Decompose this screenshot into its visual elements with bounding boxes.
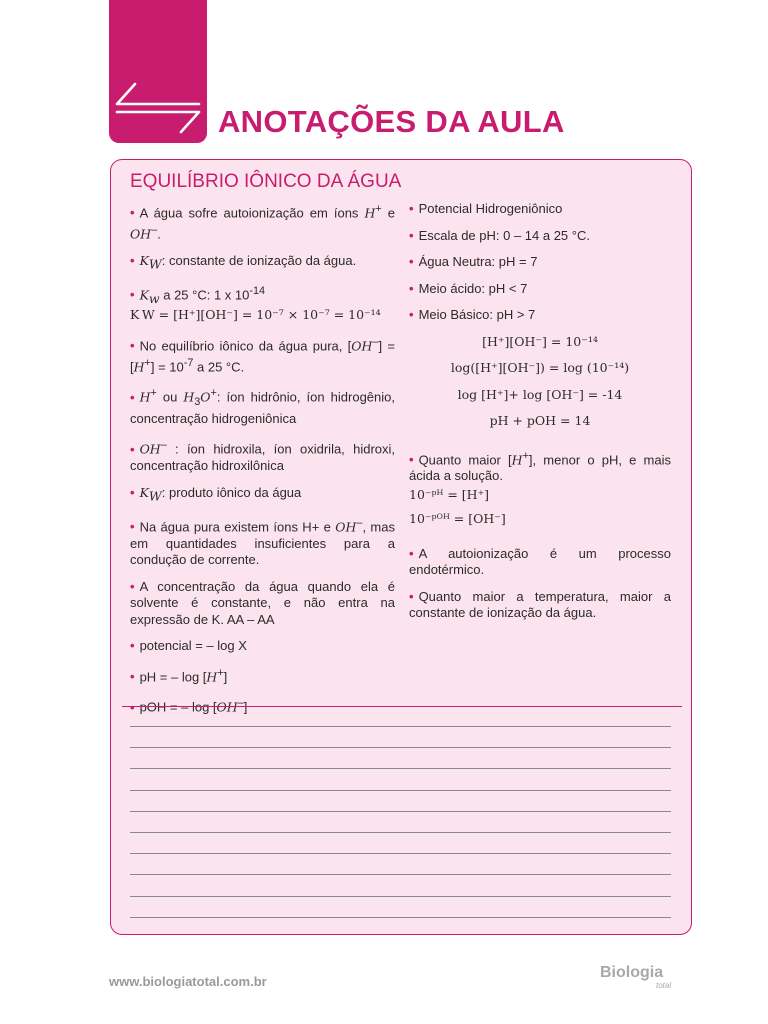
list-item: • Quanto maior a temperatura, maior a constante de ionização da água. [409,588,671,621]
writing-line [130,853,671,854]
list-item: • OH– : íon hidroxila, íon oxidrila, hidroxi, concentração hidroxilônica [130,439,395,474]
exchange-arrows-icon [109,0,207,143]
list-item: • A concentração da água quando ela é solvente é constante, e não entra na expressão de K. AA – AA [130,578,395,627]
kw-equation: K W = [H⁺][OH⁻] = 10⁻⁷ × 10⁻⁷ = 10⁻¹⁴ [130,307,381,323]
equation-h-concentration: 10⁻ᵖᴴ = [H⁺] [409,486,490,502]
writing-line [130,747,671,748]
list-item: • No equilíbrio iônico da água pura, $[OH^-] = [H^+] = 10^{-7}$ a 25 °C. [130,335,395,374]
writing-line [130,896,671,897]
equation-log-sum: log [H⁺]+ log [OH⁻] = -14 [457,386,623,402]
list-item: • potencial = – log X [130,638,247,653]
brand-logo: Biologia [600,964,664,981]
card-title: EQUILÍBRIO IÔNICO DA ÁGUA [130,171,402,192]
writing-line [130,832,671,833]
list-item: • $K_w$ a 25 °C: 1 x $10^{-14}$ K W = [H⁺][OH⁻] = 10⁻⁷ × 10⁻⁷ = 10⁻¹⁴ [130,284,381,323]
equation-ion-product: [H⁺][OH⁻] = 10⁻¹⁴ [482,333,598,349]
writing-line [130,726,671,727]
list-item: • Na água pura existem íons H+ e OH–, mas em quantidades insuficientes para a condução de corrente. [130,516,395,567]
writing-line [130,917,671,918]
left-column [130,201,395,726]
list-item: • H+ ou $H_3O^+$: íon hidrônio, íon hidrogênio, concentração hidrogeniônica [130,387,396,426]
list-item: • $K_W$: constante de ionização da água. [130,252,357,272]
writing-line [130,874,671,875]
header-tab [109,0,207,143]
list-item: • A autoionização é um processo endotérmico. [409,545,671,578]
writing-line [130,768,671,769]
brand-logo-sub: total [656,981,672,990]
right-column [409,201,671,632]
list-item: • Quanto maior [H+], menor o pH, e mais ácida a solução. [409,449,671,484]
list-item: • Potencial Hidrogeniônico [409,201,563,216]
writing-line [130,790,671,791]
list-item: • Meio ácido: pH < 7 [409,280,528,296]
list-item: • pH = – log [H+] [130,666,228,684]
equation-log: log([H⁺][OH⁻]) = log (10⁻¹⁴) [450,360,630,375]
writing-lines [130,726,671,938]
writing-line [130,811,671,812]
notes-divider [122,706,682,707]
equation-ph-poh: pH + pOH = 14 [489,413,591,428]
list-item: • $K_W$: produto iônico da água [130,484,302,504]
list-item: • Escala de pH: 0 – 14 a 25 °C. [409,227,590,243]
notes-card [110,159,692,935]
list-item: • pOH = – log [OH–] [130,697,248,715]
list-item: • Água Neutra: pH = 7 [409,254,538,269]
list-item: • A água sofre autoionização em íons H+ e OH–. [130,203,395,242]
list-item: • Meio Básico: pH > 7 [409,307,536,322]
equation-oh-concentration: 10⁻ᵖᴼᴴ = [OH⁻] [409,511,506,527]
footer-url: www.biologiatotal.com.br [109,974,267,989]
page-title: ANOTAÇÕES DA AULA [218,104,565,139]
